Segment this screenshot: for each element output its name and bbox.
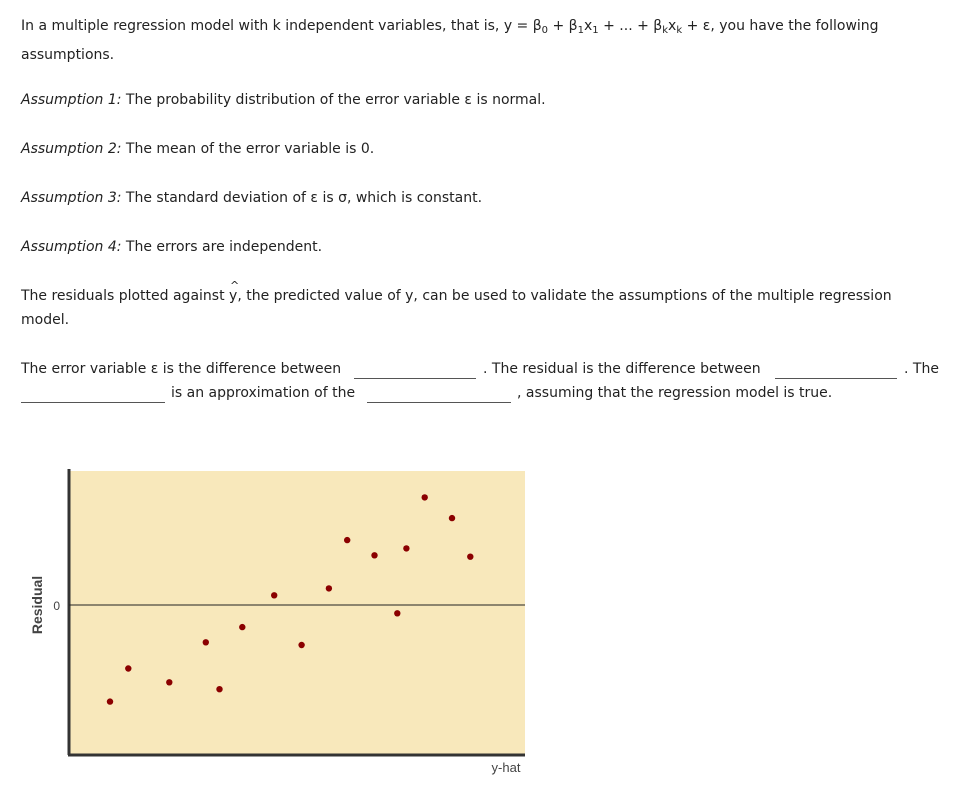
data-point-6: [239, 624, 245, 630]
subscript: k: [676, 25, 683, 36]
blank-2[interactable]: [775, 378, 897, 379]
intro-text: In a multiple regression model with k independent variables, that is, y = β: [21, 18, 542, 34]
data-point-11: [371, 552, 377, 558]
zero-tick-label: 0: [53, 599, 60, 613]
data-point-10: [344, 537, 350, 543]
data-point-1: [107, 698, 113, 704]
data-point-15: [449, 515, 455, 521]
assumption-1: [21, 88, 546, 112]
assumption-4: [21, 235, 322, 259]
intro-text: + ... + β: [603, 18, 663, 34]
data-point-4: [203, 639, 209, 645]
data-point-9: [326, 585, 332, 591]
plot-area: [69, 471, 525, 755]
residual-plot: [22, 465, 532, 785]
data-point-13: [403, 545, 409, 551]
data-point-7: [271, 592, 277, 598]
assumption-text: The standard deviation of ε is σ, which is constant.: [125, 190, 483, 206]
subscript: k: [662, 25, 669, 36]
assumption-label: Assumption 4:: [21, 239, 122, 255]
residuals-text: , the predicted value of y, can be used to validate the assumptions of the multiple regression model.: [21, 288, 892, 328]
data-point-14: [422, 494, 428, 500]
fill-text-5: , assuming that the regression model is true.: [517, 385, 833, 401]
assumption-text: The probability distribution of the error variable ε is normal.: [125, 92, 546, 108]
fill-text-3: . The: [904, 361, 939, 377]
assumption-label: Assumption 2:: [21, 141, 122, 157]
y-axis-label: Residual: [29, 575, 45, 635]
assumption-text: The mean of the error variable is 0.: [125, 141, 375, 157]
data-point-12: [394, 610, 400, 616]
subscript: 1: [592, 25, 599, 36]
residuals-text: The residuals plotted against: [21, 288, 225, 304]
data-point-5: [216, 686, 222, 692]
x-axis-label: y-hat: [491, 760, 521, 775]
data-point-16: [467, 554, 473, 560]
assumption-3: [21, 186, 482, 210]
intro-text: + β: [552, 18, 578, 34]
data-point-8: [298, 642, 304, 648]
assumption-2: [21, 137, 374, 161]
subscript: 0: [541, 25, 549, 36]
blank-4[interactable]: [367, 402, 511, 403]
intro-paragraph: [21, 14, 941, 67]
intro-text: + ε, you have the following assumptions.: [21, 18, 879, 63]
assumption-label: Assumption 3:: [21, 190, 122, 206]
fill-text-1: The error variable ε is the difference between: [21, 361, 342, 377]
fill-text-4: is an approximation of the: [171, 385, 356, 401]
fill-text-2: . The residual is the difference between: [483, 361, 761, 377]
data-point-2: [125, 665, 131, 671]
data-point-3: [166, 679, 172, 685]
assumption-text: The errors are independent.: [125, 239, 323, 255]
subscript: 1: [577, 25, 584, 36]
blank-1[interactable]: [354, 378, 476, 379]
residuals-paragraph: [21, 284, 941, 332]
intro-text: x: [584, 18, 593, 34]
blank-3[interactable]: [21, 402, 165, 403]
y-hat-symbol: ^ y: [229, 284, 237, 308]
intro-text: x: [668, 18, 677, 34]
assumption-label: Assumption 1:: [21, 92, 122, 108]
